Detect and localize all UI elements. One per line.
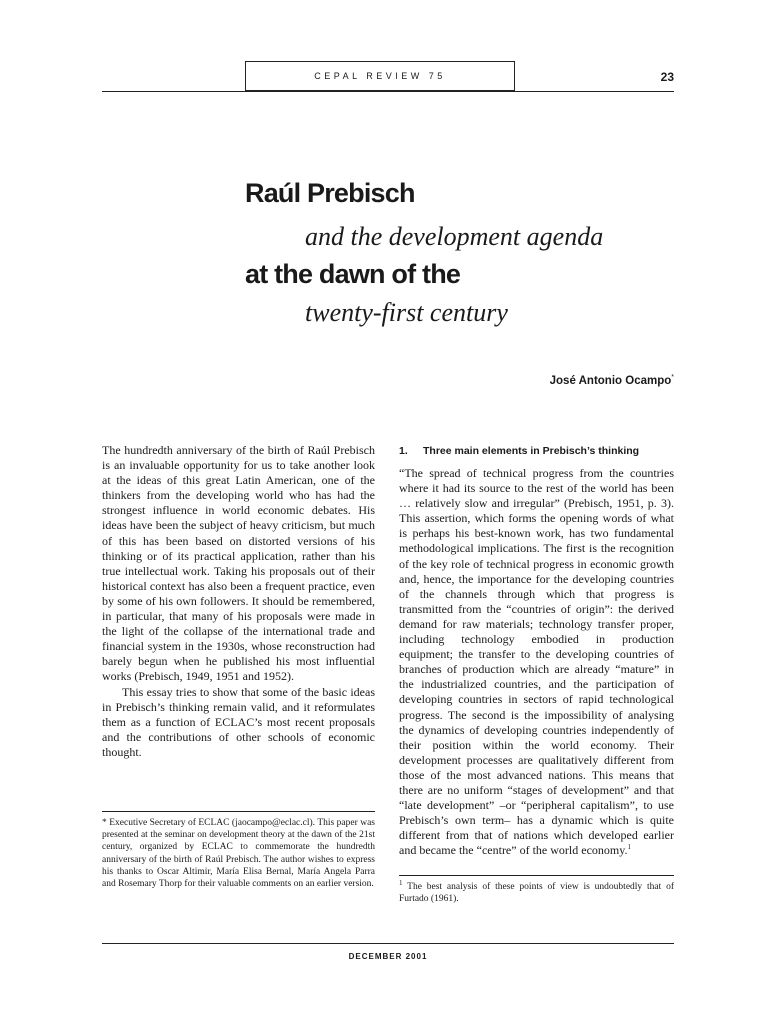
paragraph-intro: The hundredth anniversary of the birth of Raúl Prebisch is an invaluable opportunity for us to take another look at the ideas of this great Latin American, one of the thinkers from the developing world who has had the strongest influence in world economic debates. His ideas have been the subject of heavy criticism, but much of this has been based on distorted versions of his thinking or of its practical application, rather than his true intellectual work. Taking his proposals out of their historical context has also been a frequent practice, even by some of his own followers. It should be remembered, in particular, that many of his proposals were made in the light of the collapse of the international trade and financial system in the 1930s, whose reconstruction had barely begun when he published his most influential works (Prebisch, 1949, 1951 and 1952). xyxy=(102,443,375,684)
paragraph-essay-aim: This essay tries to show that some of the basic ideas in Prebisch’s thinking remain valid, and it reformulates them as a function of ECLAC’s most recent proposals and the contributions of other schools of economic thought. xyxy=(102,684,375,759)
title-line-4: twenty-first century xyxy=(305,298,508,327)
left-column xyxy=(102,443,375,760)
title-line-2: and the development agenda xyxy=(305,222,604,251)
section-title: Three main elements in Prebisch’s thinking xyxy=(423,445,640,457)
footer-rule xyxy=(102,943,674,944)
author-name: José Antonio Ocampo* xyxy=(549,374,674,387)
title-line-3: at the dawn of the xyxy=(245,259,461,289)
footnote-1: $^1$ The best analysis of these points of view is undoubtedly that of Furtado (1961). xyxy=(399,878,674,905)
section-heading xyxy=(399,445,674,457)
author-footnote-marker: * xyxy=(671,374,674,381)
right-footnote-rule xyxy=(399,875,674,876)
header-rule xyxy=(102,91,674,92)
footer-date: DECEMBER 2001 xyxy=(348,952,428,961)
title-line-1: Raúl Prebisch xyxy=(245,178,415,208)
section-paragraph: “The spread of technical progress from the countries where it had its source to the rest of the world has been … relatively slow and irregular” (Prebisch, 1951, p. 3). This assertion, which forms the opening words of what is perhaps his best-known work, has two fundamental methodological implications. The first is the recognition of the key role of technical progress in economic growth and, hence, the importance for the developing countries of the channels through which that progress is transmitted from the “countries of origin”: the derived demand for raw materials; technology transfer proper, including technology embodied in production equipment; the transfer to the developing countries of branches of production which are already “mature” in the industrialized countries, and the participation of developing countries in sectors of rapid technological progress. The second is the impossibility of analysing the dynamics of developing countries independently of their position within the world economy. Their development processes are qualitatively different from those of the most advanced nations. This means that there are no uniform “stages of development” and that “late development” –or “peripheral capitalism”, to use Prebisch’s own term– has a dynamic which is quite different from that of nations which developed earlier and became the “centre” of the world economy.$^1$ xyxy=(399,466,674,858)
footnote-reference: 1 xyxy=(627,843,631,852)
page-number: 23 xyxy=(660,70,674,84)
section-number: 1. xyxy=(399,445,408,457)
journal-name: CEPAL REVIEW 75 xyxy=(314,71,446,81)
right-column xyxy=(399,466,674,858)
author-footnote: * Executive Secretary of ECLAC (jaocampo@eclac.cl). This paper was presented at the seminar on development theory at the dawn of the 21st century, organized by ECLAC to commemorate the hundredth anniversary of the birth of Raúl Prebisch. The author wishes to express his thanks to Oscar Altimir, María Elisa Bernal, María Angela Parra and Rosemary Thorp for their valuable comments on an earlier version. xyxy=(102,818,375,890)
left-footnote-rule xyxy=(102,811,375,812)
